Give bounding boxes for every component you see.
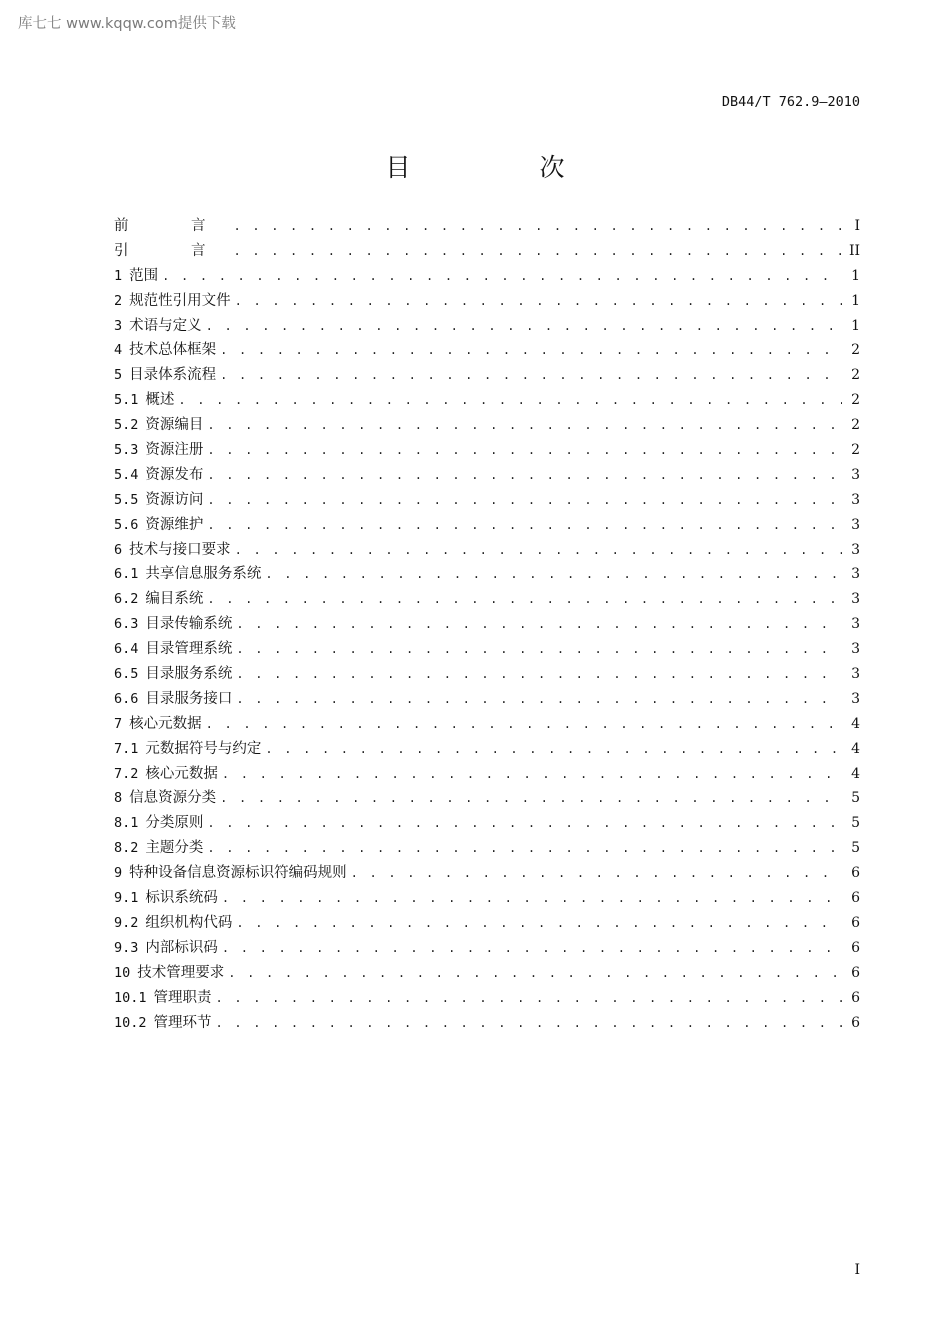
standard-code: DB44/T 762.9—2010	[721, 94, 860, 110]
toc-entry-label: 编目系统	[145, 591, 204, 608]
toc-entry-number: 1	[114, 267, 123, 284]
toc-entry[interactable]	[114, 438, 860, 463]
toc-entry[interactable]	[114, 662, 860, 687]
toc-entry[interactable]	[114, 762, 860, 787]
toc-entry[interactable]	[114, 737, 860, 762]
toc-entry[interactable]	[114, 587, 860, 612]
toc-entry-label: 管理职责	[153, 989, 212, 1006]
toc-entry[interactable]	[114, 463, 860, 488]
toc-dot-leader	[235, 289, 842, 314]
toc-dot-leader	[234, 214, 843, 239]
toc-entry[interactable]	[114, 811, 860, 836]
toc-entry[interactable]	[114, 338, 860, 363]
toc-entry-page: 3	[851, 566, 860, 583]
toc-entry-number: 8.1	[114, 815, 139, 832]
toc-entry-page: I	[854, 218, 860, 234]
toc-entry[interactable]	[114, 488, 860, 513]
toc-entry[interactable]	[114, 388, 860, 413]
toc-entry-number: 6.5	[114, 666, 139, 683]
toc-entry-page: 6	[851, 939, 860, 956]
toc-entry-page: 2	[851, 342, 860, 359]
toc-entry[interactable]	[114, 986, 860, 1011]
toc-dot-leader	[207, 488, 842, 513]
toc-entry-page: 6	[851, 964, 860, 981]
page-number: I	[854, 1262, 860, 1278]
toc-entry-label: 元数据符号与约定	[145, 740, 262, 757]
toc-entry-page: 4	[851, 715, 860, 732]
toc-entry-page: 5	[851, 790, 860, 807]
toc-entry[interactable]	[114, 562, 860, 587]
toc-entry-label: 标识系统码	[145, 890, 218, 907]
toc-dot-leader	[222, 762, 842, 787]
toc-dot-leader	[220, 338, 842, 363]
toc-entry-number: 10.1	[114, 989, 147, 1006]
toc-entry-page: 2	[851, 442, 860, 459]
toc-dot-leader	[236, 637, 842, 662]
toc-entry-label: 内部标识码	[145, 939, 218, 956]
toc-entry-number: 5	[114, 367, 123, 384]
toc-dot-leader	[220, 363, 842, 388]
toc-entry-number: 5.6	[114, 516, 139, 533]
toc-entry-number: 9.3	[114, 939, 139, 956]
toc-entry-page: 3	[851, 516, 860, 533]
toc-entry-label: 规范性引用文件	[129, 292, 231, 309]
toc-entry[interactable]	[114, 936, 860, 961]
toc-entry-page: 6	[851, 1014, 860, 1031]
toc-entry-label: 共享信息服务系统	[145, 566, 262, 583]
toc-entry-page: 6	[851, 890, 860, 907]
toc-entry-page: 4	[851, 765, 860, 782]
toc-entry[interactable]	[114, 314, 860, 339]
toc-entry[interactable]	[114, 786, 860, 811]
toc-entry-page: 6	[851, 989, 860, 1006]
toc-dot-leader	[207, 413, 842, 438]
toc-entry-page: 3	[851, 690, 860, 707]
toc-entry-label: 概述	[145, 392, 175, 409]
toc-entry-label: 技术总体框架	[129, 342, 217, 359]
toc-entry-label: 技术管理要求	[137, 964, 225, 981]
toc-entry-page: 3	[851, 666, 860, 683]
toc-entry[interactable]	[114, 836, 860, 861]
toc-entry-number: 4	[114, 342, 123, 359]
toc-entry-label: 核心元数据	[145, 765, 218, 782]
toc-dot-leader	[236, 612, 842, 637]
toc-dot-leader	[216, 986, 842, 1011]
toc-entry[interactable]	[114, 612, 860, 637]
toc-dot-leader	[162, 264, 842, 289]
toc-entry-page: 3	[851, 641, 860, 658]
toc-entry[interactable]	[114, 289, 860, 314]
toc-entry-page: 1	[851, 267, 860, 284]
toc-entry-label: 分类原则	[145, 815, 204, 832]
toc-dot-leader	[207, 513, 842, 538]
toc-entry-label: 引 言	[114, 242, 230, 259]
toc-dot-leader	[206, 712, 842, 737]
toc-entry-number: 10.2	[114, 1014, 147, 1031]
toc-dot-leader	[216, 1011, 842, 1036]
toc-dot-leader	[351, 861, 842, 886]
toc-entry-label: 特种设备信息资源标识符编码规则	[129, 865, 347, 882]
toc-dot-leader	[222, 886, 842, 911]
toc-dot-leader	[236, 911, 842, 936]
toc-entry-number: 7	[114, 715, 123, 732]
toc-entry-number: 8.2	[114, 840, 139, 857]
toc-entry-label: 目录服务系统	[145, 666, 233, 683]
toc-entry-page: II	[848, 242, 860, 259]
toc-entry-number: 6	[114, 541, 123, 558]
toc-entry-number: 2	[114, 292, 123, 309]
toc-dot-leader	[207, 438, 842, 463]
toc-entry[interactable]	[114, 214, 860, 239]
toc-entry-label: 术语与定义	[129, 317, 202, 334]
toc-dot-leader	[207, 463, 842, 488]
toc-entry-page: 5	[851, 815, 860, 832]
toc-entry[interactable]	[114, 239, 860, 264]
toc-entry-label: 组织机构代码	[145, 914, 233, 931]
toc-dot-leader	[220, 786, 842, 811]
toc-entry[interactable]	[114, 637, 860, 662]
toc-entry-label: 目录体系流程	[129, 367, 217, 384]
toc-entry-label: 管理环节	[153, 1014, 212, 1031]
toc-entry[interactable]	[114, 538, 860, 563]
toc-entry[interactable]	[114, 413, 860, 438]
toc-entry-label: 资源维护	[145, 516, 204, 533]
toc-dot-leader	[265, 737, 842, 762]
toc-entry-label: 资源访问	[145, 491, 204, 508]
toc-entry-number: 5.3	[114, 442, 139, 459]
toc-entry-number: 9.2	[114, 914, 139, 931]
toc-entry-number: 9.1	[114, 890, 139, 907]
toc-entry-page: 3	[851, 616, 860, 633]
toc-entry[interactable]	[114, 363, 860, 388]
toc-dot-leader	[235, 538, 842, 563]
toc-entry[interactable]	[114, 961, 860, 986]
toc-entry-label: 技术与接口要求	[129, 541, 231, 558]
toc-entry-number: 5.4	[114, 466, 139, 483]
toc-entry-number: 6.3	[114, 616, 139, 633]
toc-entry-page: 2	[851, 367, 860, 384]
toc-entry-number: 5.1	[114, 392, 139, 409]
toc-entry[interactable]	[114, 712, 860, 737]
watermark-text: 库七七 www.kqqw.com提供下载	[18, 16, 236, 32]
toc-dot-leader	[222, 936, 842, 961]
toc-entry-page: 3	[851, 591, 860, 608]
toc-dot-leader	[228, 961, 842, 986]
toc-entry-label: 核心元数据	[129, 715, 202, 732]
toc-entry-number: 10	[114, 964, 131, 981]
toc-entry-label: 目录传输系统	[145, 616, 233, 633]
toc-entry-number: 6.1	[114, 566, 139, 583]
toc-entry-label: 前 言	[114, 218, 230, 234]
toc-dot-leader	[234, 239, 843, 264]
toc-entry-number: 5.5	[114, 491, 139, 508]
toc-entry-number: 5.2	[114, 417, 139, 434]
toc-entry-page: 6	[851, 914, 860, 931]
table-of-contents	[114, 214, 860, 1035]
toc-entry-number: 8	[114, 790, 123, 807]
toc-entry-page: 3	[851, 466, 860, 483]
toc-entry-page: 3	[851, 491, 860, 508]
toc-entry[interactable]	[114, 264, 860, 289]
toc-dot-leader	[265, 562, 842, 587]
toc-entry[interactable]	[114, 513, 860, 538]
toc-entry-number: 3	[114, 317, 123, 334]
toc-entry-label: 主题分类	[145, 840, 204, 857]
toc-entry-label: 资源发布	[145, 466, 204, 483]
toc-entry-label: 范围	[129, 267, 159, 284]
toc-entry-label: 目录服务接口	[145, 690, 233, 707]
toc-entry-page: 5	[851, 840, 860, 857]
toc-entry-page: 6	[851, 865, 860, 882]
toc-dot-leader	[236, 662, 842, 687]
toc-dot-leader	[207, 836, 842, 861]
toc-entry-page: 1	[851, 317, 860, 334]
toc-entry[interactable]	[114, 911, 860, 936]
toc-entry-number: 6.6	[114, 690, 139, 707]
toc-entry-page: 4	[851, 740, 860, 757]
toc-dot-leader	[236, 687, 842, 712]
toc-entry[interactable]	[114, 687, 860, 712]
toc-entry-label: 信息资源分类	[129, 790, 217, 807]
toc-entry[interactable]	[114, 886, 860, 911]
toc-entry-number: 9	[114, 865, 123, 882]
toc-dot-leader	[207, 811, 842, 836]
toc-entry[interactable]	[114, 861, 860, 886]
toc-dot-leader	[178, 388, 842, 413]
toc-entry-page: 3	[851, 541, 860, 558]
toc-entry[interactable]	[114, 1011, 860, 1036]
toc-entry-page: 2	[851, 392, 860, 409]
toc-entry-page: 2	[851, 417, 860, 434]
toc-dot-leader	[207, 587, 842, 612]
toc-entry-number: 6.4	[114, 641, 139, 658]
toc-entry-number: 7.2	[114, 765, 139, 782]
toc-entry-page: 1	[851, 292, 860, 309]
toc-entry-label: 资源编目	[145, 417, 204, 434]
toc-dot-leader	[206, 314, 842, 339]
toc-entry-label: 资源注册	[145, 442, 204, 459]
toc-entry-label: 目录管理系统	[145, 641, 233, 658]
toc-entry-number: 7.1	[114, 740, 139, 757]
toc-entry-number: 6.2	[114, 591, 139, 608]
page-title: 目 次	[385, 153, 617, 182]
